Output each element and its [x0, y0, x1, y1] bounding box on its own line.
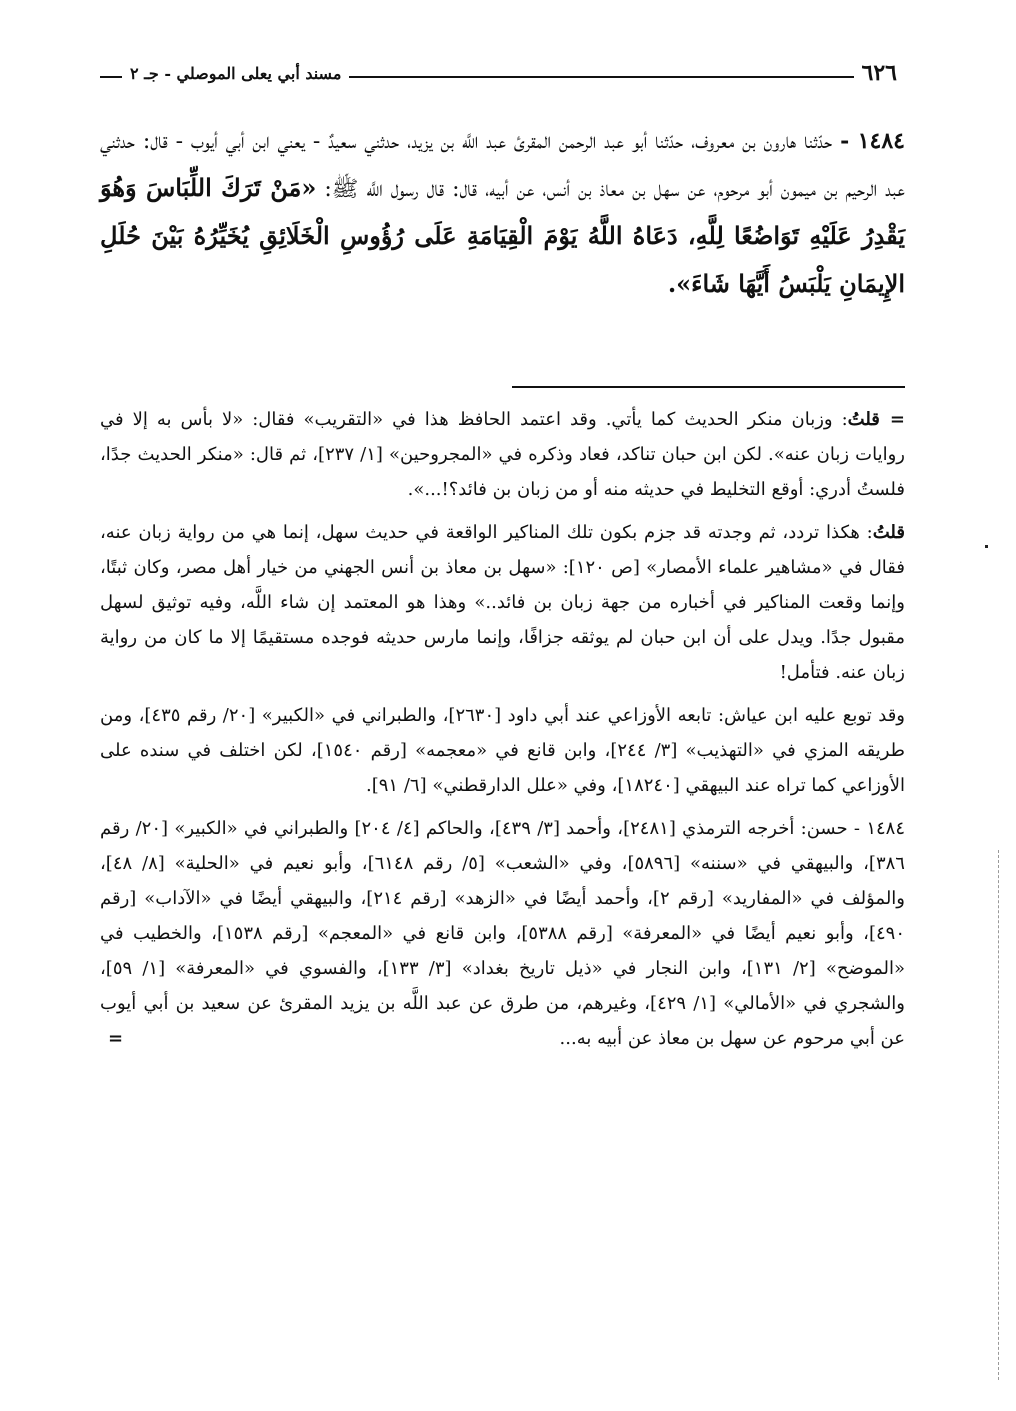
- note-text: : هكذا تردد، ثم وجدته قد جزم بكون تلك المناكير الواقعة في حديث سهل، إنما هي من رواية زبان عنه، فقال في «مشاهير علماء الأمصار» [ص ١٢٠]: «سهل بن معاذ بن أنس الجهني من خيار أهل مصر، وكان ثبتًا، وإنما وقعت المناكير في أخباره من جهة زبان بن فائد..» وهذا هو المعتمد إن شاء اللَّه، وفيه توثيق لسهل مقبول جدًا. ويدل على أن ابن حبان لم يوثقه جزافًا، وإنما مارس حديثه فوجده مستقيمًا إلا ما كان من رواية زبان عنه. فتأمل!: [100, 522, 906, 683]
- note-text: : وزبان منكر الحديث كما يأتي. وقد اعتمد الحافظ هذا في «التقريب» فقال: «لا بأس به إلا في روايات زبان عنه». لكن ابن حبان تناكد، فعاد وذكره في «المجروحين» [١/ ٢٣٧]، ثم قال: «منكر الحديث جدًا، فلستُ أدري: أوقع التخليط في حديثه منه أو من زبان بن فائد؟!...».: [100, 409, 905, 500]
- hadith-isnad: حدّثنا هارون بن معروف، حدّثنا أبو عبد الرحمن المقرئ عبد اللَّه بن يزيد، حدثني سعيدٌ - يعني ابن أبي أيوب - قال: حدثني عبد الرحيم بن ميمون أبو مرحوم، عن سهل بن معاذ بن أنس، عن أبيه، قال: قال رسول اللَّه ﷺ:: [100, 129, 905, 202]
- footnote-paragraph: [100, 698, 905, 803]
- margin-scan-line: [998, 850, 999, 1380]
- continuation-mark: =: [889, 409, 905, 430]
- running-title: مسند أبي يعلى الموصلي - جـ ٢: [122, 64, 349, 83]
- note-keyword: قلتُ: [872, 522, 905, 543]
- note-text: حسن: أخرجه الترمذي [٢٤٨١]، وأحمد [٣/ ٤٣٩]، والحاكم [٤/ ٢٠٤] والطبراني في «الكبير» [٢٠/ رقم ٣٨٦]، والبيهقي في «سننه» [٥٨٩٦]، وفي «الشعب» [٥/ رقم ٦١٤٨]، وأبو نعيم في «الحلية» [٨/ ٤٨]، والمؤلف في «المفاريد» [رقم ٢]، وأحمد أيضًا في «الزهد» [رقم ٢١٤]، والبيهقي أيضًا في «الآداب» [رقم ٤٩٠]، وأبو نعيم أيضًا في «المعرفة» [رقم ٥٣٨٨]، وابن قانع في «المعجم» [رقم ١٥٣٨]، والخطيب في «الموضح» [٢/ ١٣١]، وابن النجار في «ذيل تاريخ بغداد» [٣/ ١٣٣]، والفسوي في «المعرفة» [١/ ٥٩]، والشجري في «الأمالي» [١/ ٤٢٩]، وغيرهم، من طرق عن عبد اللَّه بن يزيد المقرئ عن سعيد بن أبي أيوب عن أبي مرحوم عن سهل بن معاذ عن أبيه به...: [100, 818, 906, 1049]
- page-number: ٦٢٦: [854, 60, 905, 86]
- running-header: [100, 56, 905, 96]
- footnote-separator: [512, 386, 905, 388]
- margin-speck: [985, 545, 988, 548]
- footnote-paragraph: [100, 402, 905, 507]
- footnote-paragraph: [100, 515, 905, 690]
- hadith-text: [100, 118, 905, 309]
- hadith-matn: «مَنْ تَرَكَ اللِّبَاسَ وَهُوَ يَقْدِرُ عَلَيْهِ تَوَاضُعًا لِلَّهِ، دَعَاهُ اللَّهُ يَوْمَ الْقِيَامَةِ عَلَى رُؤُوسِ الْخَلَائِقِ يُخَيِّرُهُ بَيْنَ حُلَلِ الإِيمَانِ يَلْبَسُ أَيَّهَا شَاءَ».: [100, 173, 905, 298]
- note-number: ١٤٨٤ -: [853, 818, 905, 839]
- note-text: وقد توبع عليه ابن عياش: تابعه الأوزاعي عند أبي داود [٢٦٣٠]، والطبراني في «الكبير» [٢٠/ رقم ٤٣٥]، ومن طريقه المزي في «التهذيب» [٣/ ٢٤٤]، وابن قانع في «معجمه» [رقم ١٥٤٠]، لكن اختلف في سنده على الأوزاعي كما تراه عند البيهقي [١٨٢٤٠]، وفي «علل الدارقطني» [٦/ ٩١].: [100, 705, 906, 796]
- hadith-number: ١٤٨٤ -: [840, 128, 905, 154]
- continuation-mark: =: [108, 1028, 124, 1049]
- note-keyword: قلتُ: [847, 409, 880, 430]
- footnote-paragraph: [100, 811, 905, 1056]
- footnotes: [100, 402, 905, 1064]
